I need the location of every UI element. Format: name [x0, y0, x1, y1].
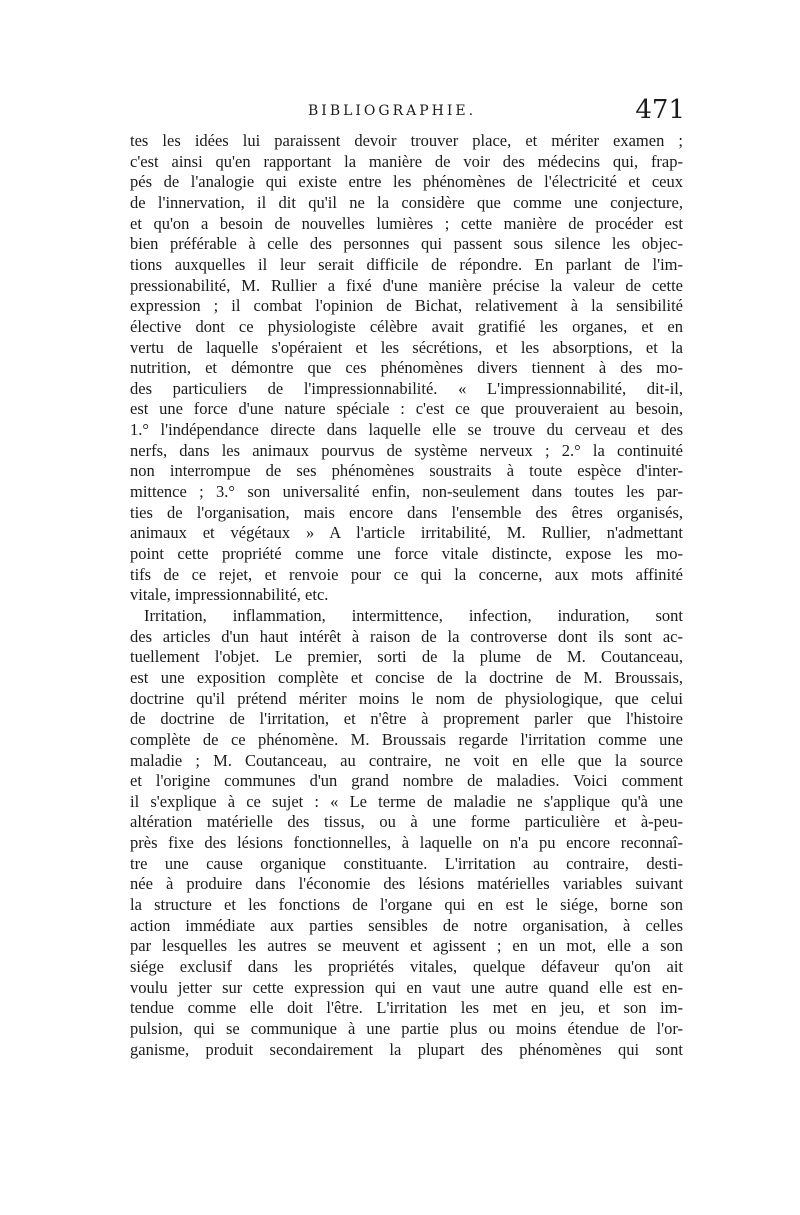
text-line: siége exclusif dans les propriétés vitales, quelque défaveur qu'on ait [130, 957, 683, 976]
text-line: la structure et les fonctions de l'organe qui en est le siége, borne son [130, 895, 683, 915]
text-line: vitale, impressionnabilité, etc. [130, 585, 329, 605]
text-line: il s'explique à ce sujet : « Le terme de maladie ne s'applique qu'à une [130, 791, 683, 811]
text-line: complète de ce phénomène. M. Broussais regarde l'irritation comme une [130, 729, 683, 749]
text-line: près fixe des lésions fonctionnelles, à laquelle on n'a pu encore reconnaî- [130, 833, 683, 853]
text-line: est une force d'une nature spéciale : c'est ce que prouveraient au besoin, [130, 399, 683, 419]
text-line: des particuliers de l'impressionnabilité. « L'impressionnabilité, dit-il, [130, 378, 683, 398]
text-line: ties de l'organisation, mais encore dans l'ensemble des êtres organisés, [130, 502, 683, 522]
text-line: animaux et végétaux » A l'article irritabilité, M. Rullier, n'admettant [130, 523, 683, 543]
text-line: tions auxquelles il leur serait difficile de répondre. En parlant de l'im- [130, 254, 683, 274]
body-text [130, 130, 683, 1060]
text-line: maladie ; M. Coutanceau, au contraire, ne voit en elle que la source [130, 750, 683, 770]
text-line: action immédiate aux parties sensibles de notre organisation, à celles [130, 915, 683, 935]
text-line: doctrine qu'il prétend mériter moins le nom de physiologique, que celui [130, 688, 683, 708]
page-header [130, 95, 685, 131]
text-line: de l'innervation, il dit qu'il ne la considère que comme une conjecture, [130, 192, 683, 212]
text-line: c'est ainsi qu'en rapportant la manière de voir des médecins qui, frap- [130, 151, 683, 171]
text-line: nutrition, et démontre que ces phénomènes divers tiennent à des mo- [130, 358, 683, 378]
text-line: élective dont ce physiologiste célèbre avait gratifié les organes, et en [130, 316, 683, 336]
text-line: point cette propriété comme une force vitale distincte, expose les mo- [130, 544, 683, 563]
text-line: par lesquelles les autres se meuvent et agissent ; en un mot, elle a son [130, 936, 683, 956]
text-line: nerfs, dans les animaux pourvus de système nerveux ; 2.° la continuité [130, 440, 683, 460]
text-line: mittence ; 3.° son universalité enfin, non-seulement dans toutes les par- [130, 482, 683, 502]
text-line: non interrompue de ses phénomènes soustraits à toute espèce d'inter- [130, 461, 683, 481]
text-line: expression ; il combat l'opinion de Bichat, relativement à la sensibilité [130, 296, 683, 316]
text-line: vertu de laquelle s'opéraient et les sécrétions, et les absorptions, et la [130, 337, 683, 357]
text-line: tendue comme elle doit l'être. L'irritation les met en jeu, et son im- [130, 998, 683, 1018]
text-line: ganisme, produit secondairement la plupart des phénomènes qui sont [130, 1039, 683, 1059]
text-line: et qu'on a besoin de nouvelles lumières ; cette manière de procéder est [130, 213, 683, 233]
text-line: 1.° l'indépendance directe dans laquelle elle se trouve du cerveau et des [130, 420, 683, 440]
text-line: Irritation, inflammation, intermittence, infection, induration, sont [144, 605, 683, 625]
text-line: née à produire dans l'économie des lésions matérielles variables suivant [130, 874, 683, 894]
text-line: et l'origine communes d'un grand nombre de maladies. Voici comment [130, 771, 683, 791]
text-line: est une exposition complète et concise de la doctrine de M. Broussais, [130, 667, 683, 687]
text-line: pés de l'analogie qui existe entre les phénomènes de l'électricité et ceux [130, 172, 683, 192]
text-line: tre une cause organique constituante. L'irritation au contraire, desti- [130, 853, 683, 873]
text-line: altération matérielle des tissus, ou à une forme particulière et à-peu- [130, 812, 683, 832]
page-number: 471 [635, 95, 685, 125]
text-line: voulu jetter sur cette expression qui en vaut une autre quand elle est en- [130, 977, 683, 997]
text-line: des articles d'un haut intérêt à raison de la controverse dont ils sont ac- [130, 626, 683, 646]
running-head: BIBLIOGRAPHIE. [308, 103, 477, 119]
text-line: tes les idées lui paraissent devoir trouver place, et mériter examen ; [130, 131, 683, 150]
text-line: pulsion, qui se communique à une partie plus ou moins étendue de l'or- [130, 1018, 683, 1038]
text-line: tuellement l'objet. Le premier, sorti de la plume de M. Coutanceau, [130, 647, 683, 667]
text-line: bien préférable à celle des personnes qui passent sous silence les objec- [130, 234, 683, 254]
text-line: de doctrine de l'irritation, et n'être à proprement parler que l'histoire [130, 709, 683, 729]
text-line: pressionabilité, M. Rullier a fixé d'une manière précise la valeur de cette [130, 275, 683, 295]
text-line: tifs de ce rejet, et renvoie pour ce qui la concerne, aux mots affinité [130, 564, 683, 584]
